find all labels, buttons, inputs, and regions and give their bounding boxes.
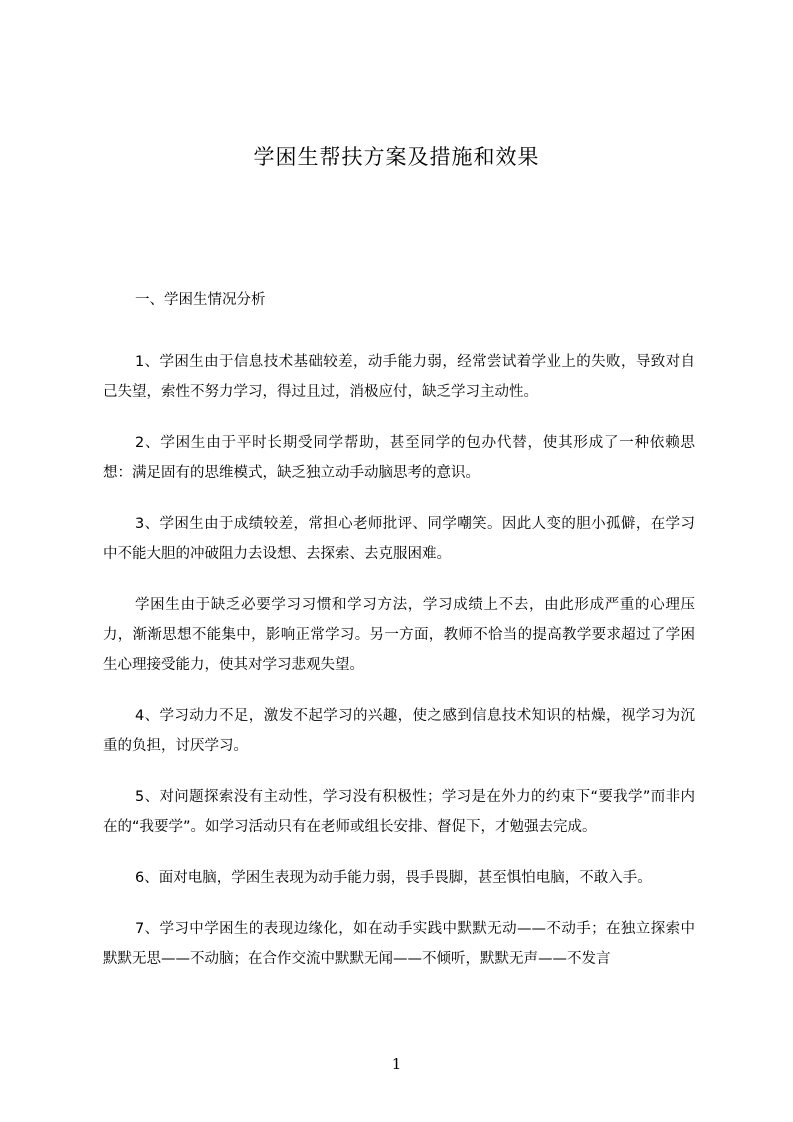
document-body xyxy=(103,290,695,974)
paragraph-item-5: 5、对问题探索没有主动性，学习没有积极性；学习是在外力的约束下“要我学”而非内在的“我要学”。如学习活动只有在老师或组长安排、督促下，才勉强去完成。 xyxy=(103,789,695,835)
paragraph-unnumbered: 学困生由于缺乏必要学习习惯和学习方法，学习成绩上不去，由此形成严重的心理压力，渐渐思想不能集中，影响正常学习。另一方面，教师不恰当的提高教学要求超过了学困生心理接受能力，使其对学习悲观失望。 xyxy=(103,597,695,673)
document-title: 学困生帮扶方案及措施和效果 xyxy=(253,145,540,169)
paragraph-item-2: 2、学困生由于平时长期受同学帮助，甚至同学的包办代替，使其形成了一种依赖思想：满足固有的思维模式，缺乏独立动手动脑思考的意识。 xyxy=(103,435,695,481)
page-number: 1 xyxy=(391,1055,402,1073)
section-heading: 一、学困生情况分析 xyxy=(135,292,266,308)
paragraph-item-6: 6、面对电脑，学困生表现为动手能力弱，畏手畏脚，甚至惧怕电脑，不敢入手。 xyxy=(135,870,652,886)
paragraph-item-4: 4、学习动力不足，激发不起学习的兴趣，使之感到信息技术知识的枯燥，视学习为沉重的负担，讨厌学习。 xyxy=(103,708,695,754)
paragraph-item-1: 1、学困生由于信息技术基础较差，动手能力弱，经常尝试着学业上的失败，导致对自己失望，索性不努力学习，得过且过，消极应付，缺乏学习主动性。 xyxy=(103,354,695,400)
paragraph-item-7: 7、学习中学困生的表现边缘化，如在动手实践中默默无动——不动手；在独立探索中默默无思——不动脑；在合作交流中默默无闻——不倾听，默默无声——不发言 xyxy=(103,921,695,967)
paragraph-item-3: 3、学困生由于成绩较差，常担心老师批评、同学嘲笑。因此人变的胆小孤僻，在学习中不能大胆的冲破阻力去设想、去探索、去克服困难。 xyxy=(103,516,695,562)
